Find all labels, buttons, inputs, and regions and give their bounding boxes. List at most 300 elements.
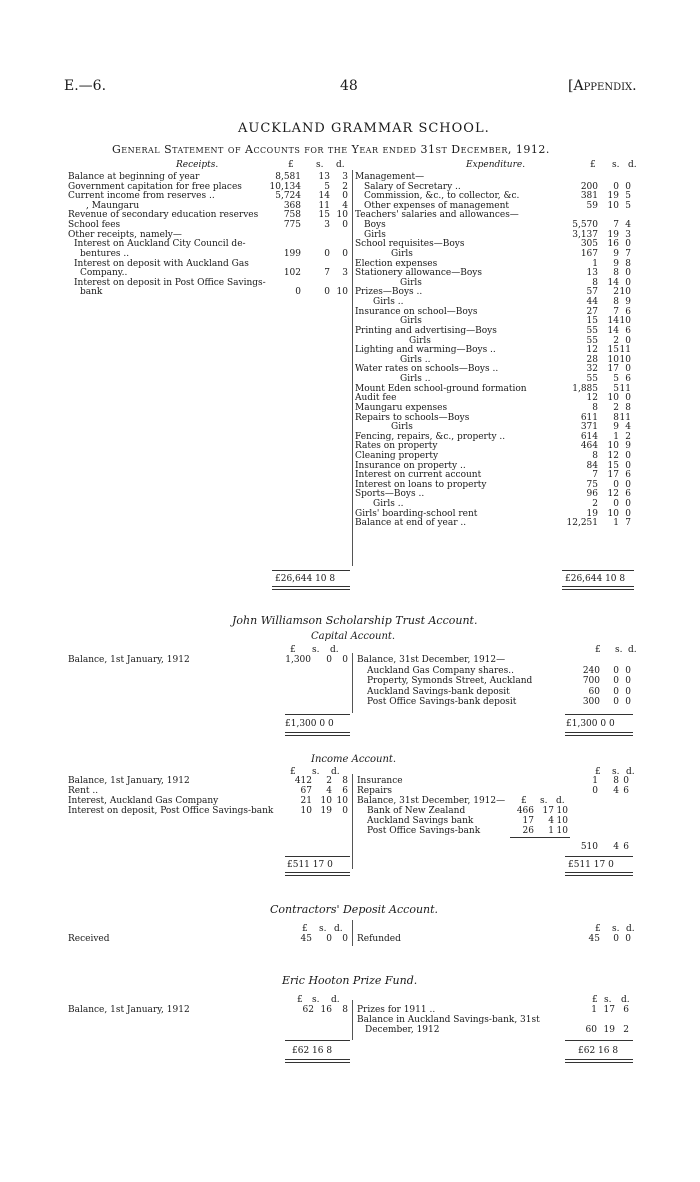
capital-left-pounds: 1,300: [285, 655, 311, 665]
expenditure-label: Girls: [391, 422, 413, 433]
hooton-right-label: Balance in Auckland Savings-bank, 31st: [357, 1015, 540, 1025]
receipt-label: , Maungaru: [86, 200, 140, 211]
income-right-shillings: 4: [613, 786, 619, 796]
income-left-pounds: 67: [300, 786, 312, 796]
expenditure-label: Girls: [391, 248, 413, 259]
expenditure-label: Teachers' salaries and allowances—: [355, 210, 519, 221]
capital-right-label: Auckland Savings-bank deposit: [367, 686, 510, 697]
capital-left-row: [68, 655, 348, 665]
income-right-rule: [565, 856, 633, 857]
expenditure-label: Fencing, repairs, &c., property ..: [355, 431, 506, 442]
expenditure-pounds: 12,251: [566, 518, 598, 529]
expenditure-pence: 10: [619, 316, 631, 327]
expenditure-label: Girls ..: [400, 354, 431, 365]
expenditure-shillings: 5: [613, 383, 619, 394]
expenditure-shillings: 2: [613, 335, 619, 346]
receipt-label: Interest on Auckland City Council de-: [74, 239, 246, 250]
income-right-pence: 0: [623, 776, 629, 786]
income-left-label: Balance, 1st January, 1912: [68, 776, 190, 786]
income-left-label: Interest, Auckland Gas Company: [68, 796, 219, 806]
receipt-label: Interest on deposit with Auckland Gas: [74, 258, 249, 269]
capital-right-label: Property, Symonds Street, Auckland: [367, 676, 533, 686]
capital-right-pounds: 60: [588, 686, 600, 697]
expenditure-label: Commission, &c., to collector, &c.: [364, 191, 520, 202]
expenditure-pounds: 59: [586, 200, 598, 211]
contractors-left-row: [68, 934, 348, 944]
income-left-col-shillings: s.: [312, 767, 320, 777]
expenditure-pence: 10: [619, 287, 631, 298]
expenditure-pence: 4: [625, 422, 631, 433]
expenditure-pounds: 2: [592, 499, 598, 510]
expenditure-shillings: 12: [607, 450, 619, 461]
expenditure-pence: 8: [625, 258, 631, 269]
capital-right-label: Balance, 31st December, 1912—: [357, 655, 506, 665]
income-left-total: £511 17 0: [287, 860, 333, 870]
capital-left-label: Balance, 1st January, 1912: [68, 655, 190, 665]
hooton-right-label: December, 1912: [365, 1025, 440, 1035]
hooton-left-shillings: 16: [320, 1005, 332, 1015]
capital-right-rule: [565, 714, 633, 715]
expenditure-label: Rates on property: [355, 441, 438, 452]
expenditure-shillings: 10: [607, 354, 619, 365]
hooton-left-col-shillings: s.: [312, 995, 320, 1005]
expenditure-label: Girls' boarding-school rent: [355, 508, 478, 519]
receipts-total-double-rule-2: [272, 589, 350, 590]
expenditure-pounds: 13: [586, 268, 598, 279]
hooton-right-label: Prizes for 1911 ..: [357, 1005, 436, 1015]
expenditure-total-rule: [562, 570, 634, 571]
receipt-pounds: 368: [283, 200, 301, 211]
expenditure-row: [355, 403, 635, 413]
receipt-row: [68, 210, 348, 220]
expenditure-row: [355, 509, 635, 519]
expenditure-pence: 5: [625, 200, 631, 211]
expenditure-label: Prizes—Boys ..: [355, 287, 423, 298]
expenditure-shillings: 0: [613, 479, 619, 490]
hooton-left-total: £62 16 8: [292, 1046, 333, 1056]
income-right-double-2: [565, 875, 633, 876]
capital-left-rule: [285, 714, 350, 715]
expenditure-row: [355, 422, 635, 432]
expenditure-row: [355, 461, 635, 471]
income-sub-pounds: 17: [522, 816, 534, 826]
expenditure-row: [355, 249, 635, 259]
income-left-label: Interest on deposit, Post Office Savings-bank: [68, 806, 274, 816]
receipt-shillings: 11: [318, 200, 330, 211]
receipt-label: bentures ..: [80, 248, 130, 259]
expenditure-shillings: 1: [613, 431, 619, 442]
receipt-shillings: 0: [324, 248, 330, 259]
page-number: 48: [340, 78, 358, 94]
income-left-rule: [285, 856, 350, 857]
capital-divider: [352, 653, 353, 713]
expenditure-shillings: 12: [607, 489, 619, 500]
receipt-label: Government capitation for free places: [68, 181, 242, 192]
expenditure-row: [355, 451, 635, 461]
expenditure-label: Maungaru expenses: [355, 402, 448, 413]
capital-left-double-1: [285, 732, 350, 733]
capital-right-pence: 0: [625, 686, 631, 697]
appendix-label: [Appendix.: [568, 78, 637, 94]
hooton-left-rule: [285, 1040, 350, 1041]
hooton-right-shillings: 19: [603, 1025, 615, 1035]
receipt-pounds: 758: [283, 210, 301, 221]
receipt-pence: 3: [342, 172, 348, 182]
receipt-row: [68, 220, 348, 230]
capital-left-shillings: 0: [326, 655, 332, 665]
receipts-heading: Receipts.: [176, 160, 219, 170]
hooton-left-col-pence: d.: [331, 995, 340, 1005]
income-left-shillings: 2: [326, 776, 332, 786]
expenditure-row: [355, 278, 635, 288]
expenditure-pounds: 15: [586, 316, 598, 327]
contractors-left-pence: 0: [342, 934, 348, 944]
capital-right-double-1: [565, 732, 633, 733]
income-sub-pounds: 466: [516, 806, 534, 816]
capital-right-pence: 0: [625, 665, 631, 676]
receipt-label: School fees: [68, 220, 121, 231]
contractors-left-col-pence: d.: [334, 924, 343, 934]
expenditure-pounds: 1: [592, 258, 598, 269]
receipt-shillings: 3: [324, 220, 330, 231]
expenditure-label: Girls: [400, 316, 422, 327]
income-right-double-1: [565, 872, 633, 873]
receipt-pounds: 102: [283, 268, 301, 279]
receipts-col-shillings: s.: [316, 160, 324, 170]
expenditure-pence: 9: [625, 297, 631, 308]
hooton-right-col-pence: d.: [621, 995, 630, 1005]
expenditure-pence: 7: [625, 248, 631, 259]
receipt-pence: 0: [342, 220, 348, 231]
expenditure-shillings: 8: [613, 268, 619, 279]
income-right-col-pence: d.: [626, 767, 635, 777]
expenditure-row: [355, 480, 635, 490]
income-right-total: £511 17 0: [568, 860, 614, 870]
receipt-label: bank: [80, 287, 103, 298]
expenditure-row: [355, 489, 635, 499]
income-left-pounds: 21: [300, 796, 312, 806]
expenditure-shillings: 9: [613, 258, 619, 269]
receipt-pence: 0: [342, 248, 348, 259]
hooton-heading: Eric Hooton Prize Fund.: [282, 974, 418, 987]
expenditure-shillings: 0: [613, 181, 619, 192]
income-left-pounds: 412: [294, 776, 312, 786]
hooton-left-col-pounds: £: [297, 995, 303, 1005]
income-sub-pounds: 26: [522, 826, 534, 836]
hooton-right-total: £62 16 8: [578, 1046, 619, 1056]
income-divider: [352, 774, 353, 869]
hooton-right-shillings: 17: [603, 1005, 615, 1015]
expenditure-pence: 0: [625, 181, 631, 192]
receipt-row: [68, 239, 348, 249]
receipt-label: Interest on deposit in Post Office Savings-: [74, 277, 266, 288]
expenditure-label: Mount Eden school-ground formation: [355, 383, 527, 394]
expenditure-shillings: 7: [613, 220, 619, 231]
income-sub-row: [480, 816, 570, 826]
expenditure-pounds: 8: [592, 450, 598, 461]
expenditure-pence: 0: [625, 460, 631, 471]
receipt-pounds: 10,134: [269, 181, 301, 192]
contractors-right-row: [357, 934, 637, 944]
income-right-label: Post Office Savings-bank: [367, 826, 481, 836]
income-right-shillings: 8: [613, 776, 619, 786]
expenditure-label: Girls: [409, 335, 431, 346]
expenditure-pence: 6: [625, 306, 631, 317]
receipt-shillings: 7: [324, 268, 330, 279]
expenditure-label: Printing and advertising—Boys: [355, 325, 497, 336]
expenditure-label: Balance at end of year ..: [355, 518, 467, 529]
income-left-col-pounds: £: [290, 767, 296, 777]
hooton-right-row: [357, 1025, 637, 1035]
contractors-right-pounds: 45: [588, 934, 600, 944]
receipt-row: [68, 268, 348, 278]
receipt-label: Balance at beginning of year: [68, 172, 200, 182]
income-left-row: [68, 796, 348, 806]
expenditure-row: [355, 518, 635, 528]
expenditure-row: [355, 182, 635, 192]
receipt-row: [68, 287, 348, 297]
hooton-right-double-2: [565, 1062, 633, 1063]
income-left-row: [68, 806, 348, 816]
receipt-pounds: 199: [283, 248, 301, 259]
income-balance-row: [357, 842, 637, 852]
income-balance-shillings: 4: [613, 842, 619, 852]
receipt-shillings: 5: [324, 181, 330, 192]
hooton-right-row: [357, 1005, 637, 1015]
statement-subtitle: General Statement of Accounts for the Year ended 31st December, 1912.: [112, 143, 550, 156]
income-left-row: [68, 786, 348, 796]
income-right-label: Repairs: [357, 786, 393, 796]
hooton-left-pounds: 62: [302, 1005, 314, 1015]
income-right-row: [357, 786, 637, 796]
expenditure-label: Stationery allowance—Boys: [355, 268, 482, 279]
expenditure-pounds: 12: [586, 393, 598, 404]
expenditure-pounds: 7: [592, 470, 598, 481]
contractors-left-label: Received: [68, 934, 110, 944]
expenditure-row: [355, 220, 635, 230]
receipt-row: [68, 249, 348, 259]
income-right-pounds: 0: [592, 786, 598, 796]
expenditure-shillings: 9: [613, 248, 619, 259]
receipt-row: [68, 191, 348, 201]
income-right-row: [357, 776, 637, 786]
expenditure-label: Water rates on schools—Boys ..: [355, 364, 499, 375]
income-balance-pence: 6: [623, 842, 629, 852]
expenditure-row: [355, 259, 635, 269]
capital-left-col-shillings: s.: [312, 645, 320, 655]
receipt-row: [68, 182, 348, 192]
receipt-pounds: 8,581: [275, 172, 301, 182]
expenditure-pounds: 96: [586, 489, 598, 500]
receipt-label: Company..: [80, 268, 128, 279]
contractors-left-col-shillings: s.: [319, 924, 327, 934]
capital-right-pence: 0: [625, 697, 631, 707]
expenditure-pence: 9: [625, 441, 631, 452]
expenditure-pence: 11: [619, 383, 631, 394]
income-right-col-pounds: £: [595, 767, 601, 777]
expenditure-pence: 0: [625, 393, 631, 404]
receipt-shillings: 0: [324, 287, 330, 298]
income-left-pounds: 10: [300, 806, 312, 816]
expenditure-label: Girls: [364, 229, 386, 240]
income-balance-pounds: 510: [580, 842, 598, 852]
receipt-pounds: 0: [295, 287, 301, 298]
receipt-pence: 2: [342, 181, 348, 192]
contractors-divider: [352, 920, 353, 946]
receipt-label: Other receipts, namely—: [68, 229, 182, 240]
expenditure-label: Girls ..: [373, 499, 404, 510]
expenditure-pence: 7: [625, 518, 631, 529]
receipts-col-pounds: £: [288, 160, 294, 170]
expenditure-pence: 0: [625, 335, 631, 346]
expenditure-pence: 0: [625, 277, 631, 288]
capital-left-total: £1,300 0 0: [285, 719, 334, 729]
expenditure-shillings: 5: [613, 374, 619, 385]
expenditure-pence: 6: [625, 470, 631, 481]
expenditure-pounds: 167: [580, 248, 598, 259]
expenditure-label: Cleaning property: [355, 450, 439, 461]
income-sub-shillings: 1: [548, 826, 554, 836]
expenditure-row: [355, 326, 635, 336]
expenditure-label: Interest on loans to property: [355, 479, 487, 490]
expenditure-label: Interest on current account: [355, 470, 482, 481]
expenditure-row: [355, 307, 635, 317]
expenditure-row: [355, 297, 635, 307]
receipt-row: [68, 278, 348, 288]
capital-right-col-shillings: s.: [615, 645, 623, 655]
expenditure-pence: 6: [625, 489, 631, 500]
expenditure-shillings: 19: [607, 229, 619, 240]
income-left-pence: 0: [342, 806, 348, 816]
expenditure-pounds: 464: [580, 441, 598, 452]
expenditure-shillings: 1: [613, 518, 619, 529]
expenditure-pence: 0: [625, 499, 631, 510]
expenditure-row: [355, 413, 635, 423]
expenditure-pence: 11: [619, 345, 631, 356]
income-right-pence: 6: [623, 786, 629, 796]
expenditure-label: Boys: [364, 220, 386, 231]
hooton-left-double-2: [285, 1062, 350, 1063]
expenditure-heading: Expenditure.: [466, 160, 526, 170]
expenditure-row: [355, 316, 635, 326]
expenditure-pence: 6: [625, 325, 631, 336]
expenditure-row: [355, 432, 635, 442]
receipt-pounds: 5,724: [275, 191, 301, 202]
capital-right-shillings: 0: [613, 697, 619, 707]
expenditure-pounds: 3,137: [572, 229, 598, 240]
expenditure-shillings: 2: [613, 402, 619, 413]
expenditure-shillings: 8: [613, 412, 619, 423]
document-title: AUCKLAND GRAMMAR SCHOOL.: [238, 121, 490, 136]
hooton-right-pence: 2: [623, 1025, 629, 1035]
williamson-heading: John Williamson Scholarship Trust Account.: [232, 614, 478, 627]
expenditure-total: £26,644 10 8: [565, 574, 626, 584]
receipt-shillings: 15: [318, 210, 330, 221]
expenditure-pence: 0: [625, 239, 631, 250]
expenditure-row: [355, 201, 635, 211]
receipts-col-pence: d.: [336, 160, 345, 170]
expenditure-pounds: 381: [580, 191, 598, 202]
expenditure-shillings: 10: [607, 200, 619, 211]
expenditure-shillings: 10: [607, 441, 619, 452]
expenditure-pounds: 55: [586, 325, 598, 336]
hooton-left-double-1: [285, 1059, 350, 1060]
expenditure-shillings: 15: [607, 345, 619, 356]
contractors-right-shillings: 0: [613, 934, 619, 944]
receipt-shillings: 13: [318, 172, 330, 182]
expenditure-pounds: 75: [586, 479, 598, 490]
receipt-pence: 4: [342, 200, 348, 211]
contractors-heading: Contractors' Deposit Account.: [270, 903, 439, 916]
expenditure-pounds: 44: [586, 297, 598, 308]
capital-right-pounds: 300: [582, 697, 600, 707]
expenditure-pounds: 84: [586, 460, 598, 471]
expenditure-pounds: 55: [586, 335, 598, 346]
expenditure-shillings: 9: [613, 422, 619, 433]
capital-right-col-pence: d.: [628, 645, 637, 655]
expenditure-label: Repairs to schools—Boys: [355, 412, 470, 423]
expenditure-pence: 0: [625, 508, 631, 519]
expenditure-col-pence: d.: [628, 160, 637, 170]
income-left-pence: 10: [336, 796, 348, 806]
expenditure-pence: 3: [625, 229, 631, 240]
receipts-total-double-rule-1: [272, 586, 350, 587]
expenditure-row: [355, 441, 635, 451]
income-sub-row: [480, 806, 570, 816]
contractors-right-label: Refunded: [357, 934, 401, 944]
center-divider: [352, 170, 353, 566]
expenditure-pence: 0: [625, 450, 631, 461]
hooton-right-pounds: 60: [585, 1025, 597, 1035]
income-left-col-pence: d.: [331, 767, 340, 777]
expenditure-total-double-rule-2: [562, 589, 634, 590]
income-left-label: Rent ..: [68, 786, 99, 796]
expenditure-shillings: 2: [613, 287, 619, 298]
income-sub-shillings: 4: [548, 816, 554, 826]
capital-right-pounds: 700: [582, 676, 600, 686]
expenditure-label: Girls: [400, 277, 422, 288]
income-account-heading: Income Account.: [311, 754, 397, 765]
contractors-right-col-pounds: £: [595, 924, 601, 934]
capital-left-double-2: [285, 735, 350, 736]
capital-right-total: £1,300 0 0: [566, 719, 615, 729]
receipt-label: Revenue of secondary education reserves: [68, 210, 259, 221]
capital-right-label: Post Office Savings-bank deposit: [367, 697, 517, 707]
expenditure-shillings: 10: [607, 393, 619, 404]
receipt-row: [68, 172, 348, 182]
expenditure-row: [355, 336, 635, 346]
capital-right-shillings: 0: [613, 665, 619, 676]
expenditure-col-pounds: £: [590, 160, 596, 170]
expenditure-row: [355, 172, 635, 182]
expenditure-shillings: 16: [607, 239, 619, 250]
capital-right-row: [357, 676, 637, 686]
income-sub-col-pounds: £: [521, 796, 527, 806]
expenditure-row: [355, 393, 635, 403]
income-left-double-1: [285, 872, 350, 873]
expenditure-shillings: 10: [607, 508, 619, 519]
income-right-col-shillings: s.: [612, 767, 620, 777]
receipts-total-rule: [272, 570, 350, 571]
contractors-left-shillings: 0: [326, 934, 332, 944]
expenditure-pounds: 55: [586, 374, 598, 385]
capital-right-row: [357, 697, 637, 707]
expenditure-row: [355, 470, 635, 480]
capital-right-shillings: 0: [613, 686, 619, 697]
capital-right-pence: 0: [625, 676, 631, 686]
expenditure-pounds: 614: [580, 431, 598, 442]
contractors-left-pounds: 45: [300, 934, 312, 944]
